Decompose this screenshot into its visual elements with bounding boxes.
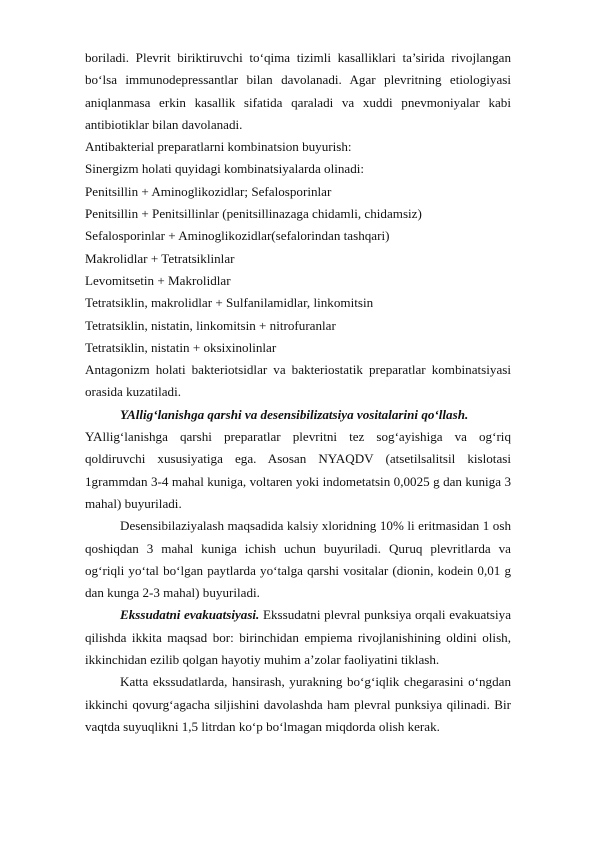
synergism-heading: Sinergizm holati quyidagi kombinatsiyalarda olinadi: (85, 161, 365, 177)
paragraph-treatment: boriladi. Plevrit biriktiruvchi to‘qima tizimli kasalliklari ta’sirida rivojlangan bo‘lsa immunodepressantlar bilan davolanadi. Agar plevritning etiologiyasi aniqlanmasa erkin kasallik sifatida qaraladi va xuddi pnevmoniyalar kabi antibiotiklar bilan davolanadi. (85, 50, 511, 132)
paragraph-desensitization: Desensibilaziyalash maqsadida kalsiy xloridning 10% li eritmasidan 1 osh qoshiqdan 3 mahal kuniga ichish uchun buyuriladi. Quruq plevritlarda va og‘riqli yo‘tal bo‘lgan paytlarda yo‘talga qarshi vositalar (dionin, kodein 0,01 g dan kunga 2-3 mahal) buyuriladi. (85, 518, 511, 601)
evacuation-body: Ekssudatni plevral punksiya orqali evakuatsiya qilishda ikkita maqsad bor: birinchidan empiema rivojlanishining oldini olish, ikkinchidan ezilib qolgan hayotiy muhim a’zolar faoliyatini tiklash. (85, 607, 512, 668)
combination-item: Tetratsiklin, nistatin, linkomitsin + nitrofuranlar (85, 317, 336, 333)
combination-item: Makrolidlar + Tetratsiklinlar (85, 250, 235, 266)
combination-heading: Antibakterial preparatlarni kombinatsion buyurish: (85, 139, 352, 155)
evacuation-heading: Ekssudatni evakuatsiyasi. (120, 607, 260, 623)
paragraph-anti-inflammatory: YAllig‘lanishga qarshi preparatlar plevritni tez sog‘ayishiga va og‘riq qoldiruvchi xususiyatiga ega. Asosan NYAQDV (atsetilsalitsil kislotasi 1grammdan 3-4 mahal kuniga, voltaren yoki indometatsin 0,0025 g dan kuniga 3 mahal) buyuriladi. (85, 429, 511, 511)
paragraph-antagonism: Antagonizm holati bakteriotsidlar va bakteriostatik preparatlar kombinatsiyasi orasida kuzatiladi. (85, 362, 511, 400)
paragraph-evacuation (85, 604, 511, 671)
combination-item: Penitsillin + Aminoglikozidlar; Sefalosporinlar (85, 183, 332, 199)
section-heading-anti-inflammatory (85, 404, 511, 426)
paragraph-large-exudate: Katta ekssudatlarda, hansirash, yurakning bo‘g‘iqlik chegarasini o‘ngdan ikkinchi qovurg‘agacha siljishini davolashda ham plevral punksiya qilinadi. Bir vaqtda suyuqlikni 1,5 litrdan ko‘p bo‘lmagan miqdorda olish kerak. (85, 674, 511, 734)
anti-inflammatory-heading: YAllig‘lanishga qarshi va desensibilizatsiya vositalarini qo‘llash. (120, 406, 469, 422)
combination-item: Levomitsetin + Makrolidlar (85, 272, 231, 288)
combination-item: Sefalosporinlar + Aminoglikozidlar(sefalorindan tashqari) (85, 228, 390, 244)
combination-item: Penitsillin + Penitsillinlar (penitsillinazaga chidamli, chidamsiz) (85, 206, 422, 222)
combination-item: Tetratsiklin, nistatin + oksixinolinlar (85, 339, 277, 355)
combination-item: Tetratsiklin, makrolidlar + Sulfanilamidlar, linkomitsin (85, 295, 374, 311)
document-page (85, 47, 511, 738)
